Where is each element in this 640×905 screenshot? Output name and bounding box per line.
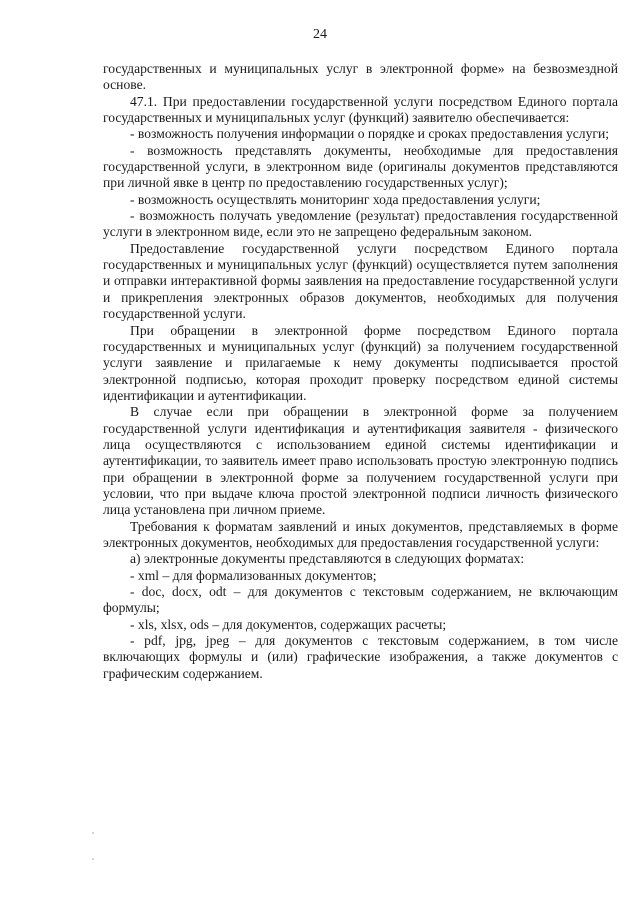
document-body bbox=[103, 61, 618, 682]
list-item-info: - возможность получения информации о порядке и сроках предоставления услуги; bbox=[130, 126, 610, 142]
list-item-formats-intro: а) электронные документы представляются в следующих форматах: bbox=[130, 551, 525, 567]
list-item-notification: - возможность получать уведомление (результат) предоставления государственной услуги в электронном виде, если это не запрещено федеральным законом. bbox=[103, 208, 618, 240]
paragraph-continuation: государственных и муниципальных услуг в электронной форме» на безвозмездной основе. bbox=[103, 61, 618, 93]
paragraph-identification: В случае если при обращении в электронной форме за получением государственной услуги идентификация и аутентификация заявителя - физического лица осуществляются с использованием единой системы идентификации и аутентификации, то заявитель имеет право использовать простую электронную подпись при обращении в электронной форме за получением государственной услуги при условии, что при выдаче ключа простой электронной подписи личность физического лица установлена при личном приеме. bbox=[103, 404, 618, 518]
list-item-xml: - xml – для формализованных документов; bbox=[130, 567, 377, 583]
page-number: 24 bbox=[313, 27, 327, 42]
paragraph-format-requirements: Требования к форматам заявлений и иных документов, представляемых в форме электронных документов, необходимых для предоставления государственной услуги: bbox=[103, 518, 618, 550]
paragraph-47-1: 47.1. При предоставлении государственной услуги посредством Единого портала государственных и муниципальных услуг (функций) заявителю обеспечивается: bbox=[103, 93, 618, 126]
list-item-pdf: - pdf, jpg, jpeg – для документов с текстовым содержанием, в том числе включающих формулы и (или) графические изображения, а также документов с графическим содержанием. bbox=[103, 633, 618, 681]
scan-speck bbox=[92, 858, 94, 860]
list-item-monitoring: - возможность осуществлять мониторинг хода предоставления услуги; bbox=[130, 191, 541, 207]
list-item-doc: - doc, docx, odt – для документов с текстовым содержанием, не включающим формулы; bbox=[103, 584, 618, 616]
list-item-xls: - xls, xlsx, ods – для документов, содержащих расчеты; bbox=[130, 616, 447, 632]
paragraph-portal-provision: Предоставление государственной услуги посредством Единого портала государственных и муниципальных услуг (функций) осуществляется путем заполнения и отправки интерактивной формы заявления на предоставление государственной услуги и прикрепления электронных образов документов, необходимых для получения государственной услуги. bbox=[103, 240, 618, 322]
list-item-documents: - возможность представлять документы, необходимые для предоставления государственной услуги, в электронном виде (оригиналы документов представляются при личной явке в центр по предоставлению государственных услуг); bbox=[103, 142, 618, 191]
paragraph-electronic-signature: При обращении в электронной форме посредством Единого портала государственных и муниципальных услуг (функций) за получением государственной услуги заявление и прилагаемые к нему документы подписывается простой электронной подписью, которая проходит проверку посредством единой системы идентификации и аутентификации. bbox=[103, 322, 618, 403]
scan-speck bbox=[92, 832, 94, 834]
